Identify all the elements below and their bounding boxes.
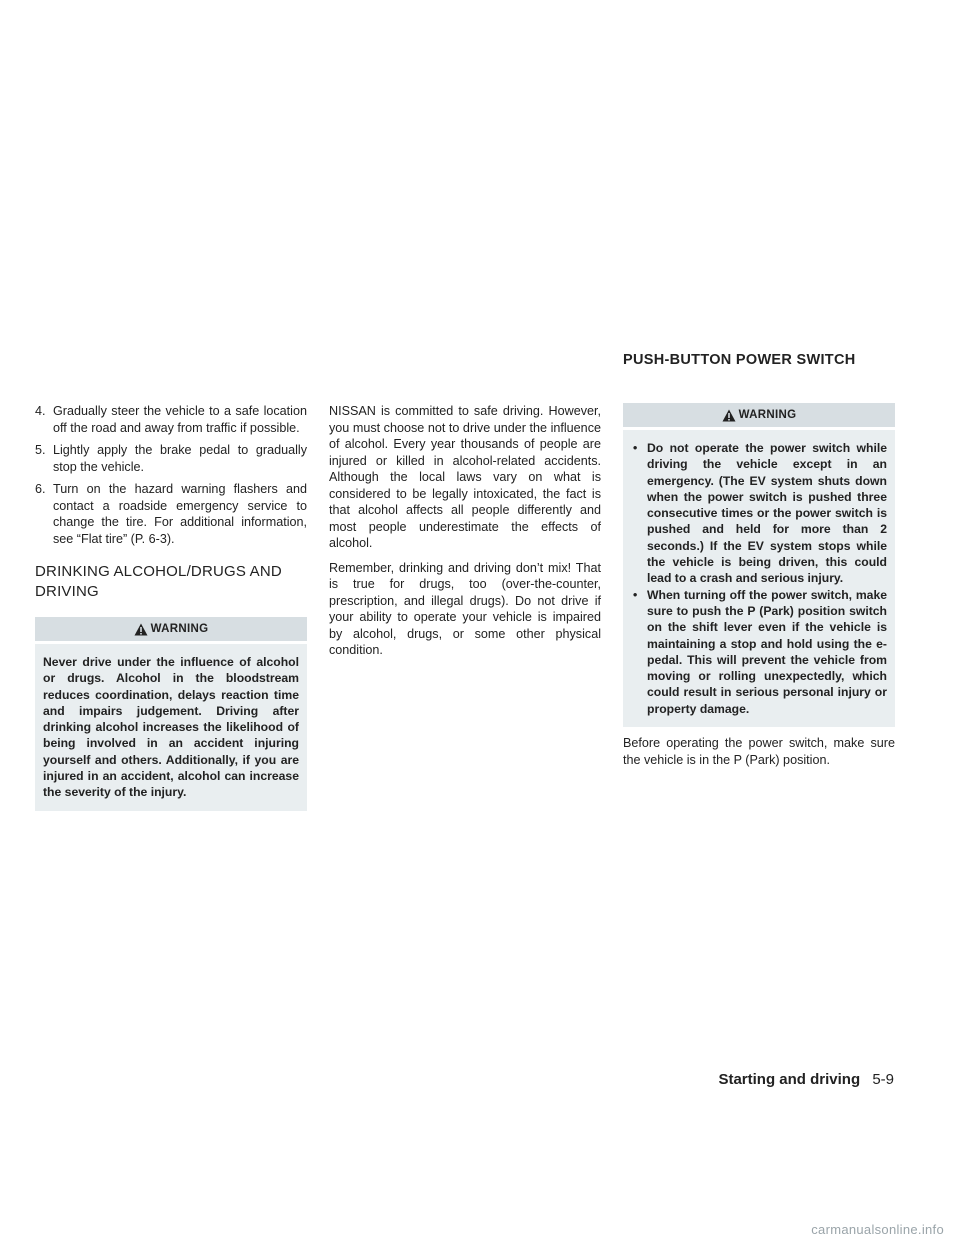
bullet: • — [633, 441, 638, 455]
step-number: 4. — [35, 404, 46, 418]
list-item — [35, 481, 307, 547]
footer-section: Starting and driving — [718, 1071, 861, 1088]
page-footer — [718, 1071, 894, 1088]
list-item — [35, 442, 307, 475]
step-text: Lightly apply the brake pedal to gradually stop the vehicle. — [53, 443, 307, 474]
step-number: 5. — [35, 443, 46, 457]
warning-triangle-icon — [722, 409, 736, 422]
column-left — [35, 403, 307, 811]
warning-triangle-icon — [134, 623, 148, 636]
warning-item-text: Do not operate the power switch while driving the vehicle except in an emergency. (The EV system shuts down when the power switch is pushed three consecutive times or the power switch is pushed and held for more than 2 seconds.) If the EV system stops while the vehicle is being driven, this could lead to a crash and serious injury. — [647, 441, 887, 586]
list-item — [35, 403, 307, 436]
step-number: 6. — [35, 482, 46, 496]
step-text: Turn on the hazard warning flashers and contact a roadside emergency service to change the tire. For additional information, see “Flat tire” (P. 6-3). — [53, 482, 307, 546]
paragraph: Before operating the power switch, make sure the vehicle is in the P (Park) position. — [623, 736, 895, 767]
watermark: carmanualsonline.info — [811, 1222, 944, 1237]
list-item — [631, 587, 887, 717]
step-text: Gradually steer the vehicle to a safe location off the road and away from traffic if possible. — [53, 404, 307, 435]
warning-text: Never drive under the influence of alcohol or drugs. Alcohol in the bloodstream reduces coordination, delays reaction time and impairs judgement. Driving after drinking alcohol increases the likelihood of being involved in an accident injuring yourself and others. Additionally, if you are injured in an accident, alcohol can increase the severity of the injury. — [35, 644, 307, 811]
step-list — [35, 403, 307, 547]
column-middle — [329, 403, 601, 667]
list-item — [631, 440, 887, 587]
warning-box — [623, 403, 895, 727]
bullet: • — [633, 587, 638, 602]
section-heading: DRINKING ALCOHOL/DRUGS AND DRIVING — [35, 563, 282, 600]
warning-header — [35, 617, 307, 641]
column-right — [623, 403, 895, 776]
paragraph: Remember, drinking and driving don’t mix! That is true for drugs, too (over-the-counter, prescription, and illegal drugs). Do not drive if your ability to operate your vehicle is impaired by alcohol, drugs, or some other physical condition. — [329, 560, 601, 657]
warning-header — [623, 403, 895, 427]
paragraph: NISSAN is committed to safe driving. However, you must choose not to drive under the influence of alcohol. Every year thousands of people are injured or killed in alcohol-related accidents. Although the local laws vary on what is considered to be legally intoxicated, the fact is that alcohol affects all people differently and most people underestimate the effects of alcohol. — [329, 404, 601, 550]
warning-item-text: When turning off the power switch, make sure to push the P (Park) position switch on the shift lever even if the vehicle is maintaining a stop and hold using the e-pedal. This will prevent the vehicle from moving or rolling unexpectedly, which could result in serious personal injury or property damage. — [647, 587, 887, 716]
warning-box — [35, 617, 307, 811]
section-title: PUSH-BUTTON POWER SWITCH — [623, 352, 856, 368]
warning-list — [631, 440, 887, 717]
page-number: 5-9 — [872, 1071, 894, 1088]
warning-label: WARNING — [738, 408, 797, 421]
warning-body — [623, 430, 895, 727]
warning-label: WARNING — [150, 622, 209, 635]
